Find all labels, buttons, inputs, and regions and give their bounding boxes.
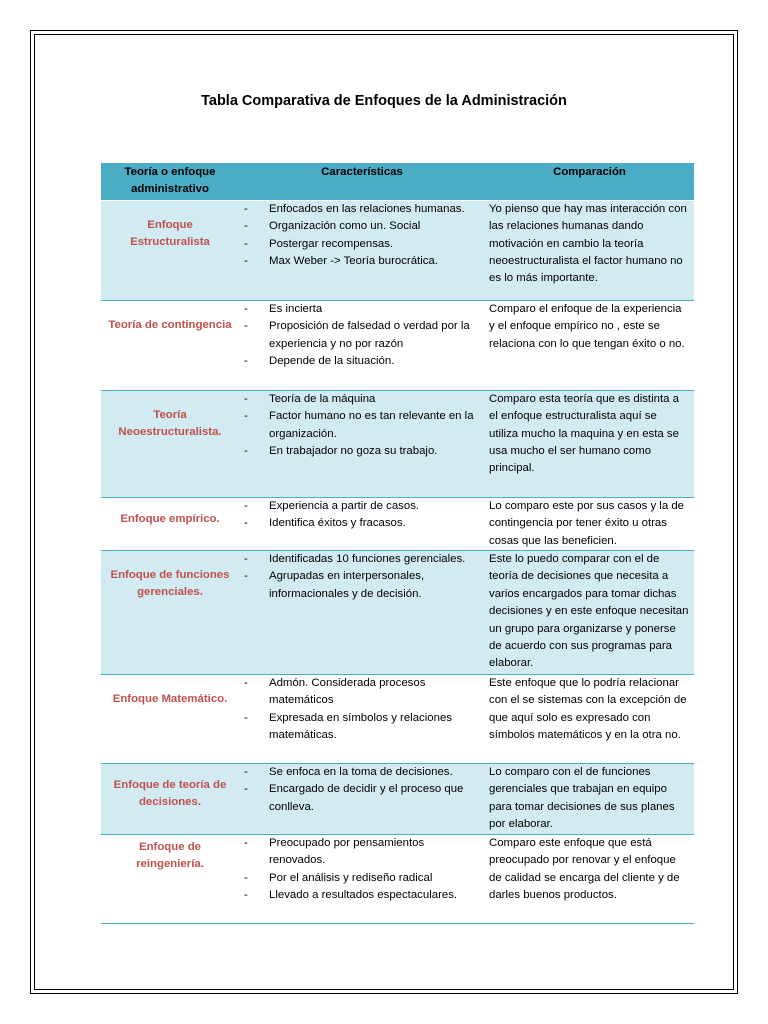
table-row <box>101 300 694 390</box>
characteristic-item: - Identificadas 10 funciones gerenciales. <box>244 551 480 568</box>
comparison-cell: Comparo este enfoque que está preocupado por renovar y el enfoque de calidad se encarga del cliente y de darles buenos productos. <box>485 835 694 924</box>
comparison-cell: Yo pienso que hay mas interacción con las relaciones humanas dando motivación en cambio la teoría neoestructuralista el factor humano no es lo más importante. <box>485 200 694 300</box>
table-row <box>101 497 694 550</box>
table-row <box>101 764 694 835</box>
characteristic-item: - Enfocados en las relaciones humanas. <box>244 201 480 218</box>
comparison-cell: Lo comparo este por sus casos y la de contingencia por tener éxito u otras cosas que las beneficien. <box>485 497 694 550</box>
table-row <box>101 200 694 300</box>
characteristic-item: - Max Weber -> Teoría burocrática. <box>244 253 480 270</box>
characteristics-cell <box>239 835 485 924</box>
characteristics-cell <box>239 551 485 675</box>
comparison-table <box>101 163 694 924</box>
characteristics-cell <box>239 200 485 300</box>
characteristic-item: - En trabajador no goza su trabajo. <box>244 443 480 460</box>
comparison-cell: Este lo puedo comparar con el de teoría de decisiones que necesita a varios encargados para tomar dichas decisiones y en este enfoque necesitan un grupo para organizarse y ponerse de acuerdo con sus programas para elaborar. <box>485 551 694 675</box>
approach-cell: Enfoque Estructuralista <box>101 200 239 300</box>
comparison-cell: Comparo esta teoría que es distinta a el enfoque estructuralista aquí se utiliza mucho la maquina y en esta se usa mucho el ser humano como principal. <box>485 390 694 497</box>
table-header-row <box>101 163 694 200</box>
comparison-cell: Este enfoque que lo podría relacionar con el se sistemas con la excepción de que aquí solo es expresado con símbolos matemáticos y en la otra no. <box>485 675 694 764</box>
characteristics-cell <box>239 764 485 835</box>
characteristic-item: - Organización como un. Social <box>244 218 480 235</box>
table-row <box>101 390 694 497</box>
table-row <box>101 675 694 764</box>
characteristics-cell <box>239 390 485 497</box>
approach-cell: Enfoque de reingeniería. <box>101 835 239 924</box>
approach-cell: Teoría Neoestructuralista. <box>101 390 239 497</box>
characteristic-item: - Postergar recompensas. <box>244 236 480 253</box>
characteristic-item: - Experiencia a partir de casos. <box>244 498 480 515</box>
characteristic-item: - Se enfoca en la toma de decisiones. <box>244 764 480 781</box>
characteristic-item: - Encargado de decidir y el proceso que conlleva. <box>244 781 480 816</box>
characteristic-item: - Depende de la situación. <box>244 353 480 370</box>
table-row <box>101 835 694 924</box>
characteristic-item: - Preocupado por pensamientos renovados. <box>244 835 480 870</box>
characteristic-item: - Factor humano no es tan relevante en la organización. <box>244 408 480 443</box>
approach-cell: Enfoque de funciones gerenciales. <box>101 551 239 675</box>
header-comparison: Comparación <box>485 163 694 200</box>
approach-cell: Enfoque Matemático. <box>101 675 239 764</box>
characteristic-item: - Admón. Considerada procesos matemáticos <box>244 675 480 710</box>
header-approach: Teoría o enfoque administrativo <box>101 163 239 200</box>
characteristic-item: - Es incierta <box>244 301 480 318</box>
characteristic-item: - Llevado a resultados espectaculares. <box>244 887 480 904</box>
characteristic-item: - Teoría de la máquina <box>244 391 480 408</box>
characteristics-cell <box>239 675 485 764</box>
approach-cell: Teoría de contingencia <box>101 300 239 390</box>
characteristic-item: - Agrupadas en interpersonales, informacionales y de decisión. <box>244 568 480 603</box>
characteristics-cell <box>239 300 485 390</box>
characteristic-item: - Expresada en símbolos y relaciones matemáticas. <box>244 710 480 745</box>
header-characteristics: Características <box>239 163 485 200</box>
approach-cell: Enfoque empírico. <box>101 497 239 550</box>
table-row <box>101 551 694 675</box>
approach-cell: Enfoque de teoría de decisiones. <box>101 764 239 835</box>
document-title: Tabla Comparativa de Enfoques de la Administración <box>201 93 567 109</box>
comparison-cell: Lo comparo con el de funciones gerenciales que trabajan en equipo para tomar decisiones de sus planes por elaborar. <box>485 764 694 835</box>
comparison-cell: Comparo el enfoque de la experiencia y el enfoque empírico no , este se relaciona con lo que tengan éxito o no. <box>485 300 694 390</box>
characteristics-cell <box>239 497 485 550</box>
characteristic-item: - Identifica éxitos y fracasos. <box>244 515 480 532</box>
characteristic-item: - Por el análisis y rediseño radical <box>244 870 480 887</box>
characteristic-item: - Proposición de falsedad o verdad por la experiencia y no por razón <box>244 318 480 353</box>
